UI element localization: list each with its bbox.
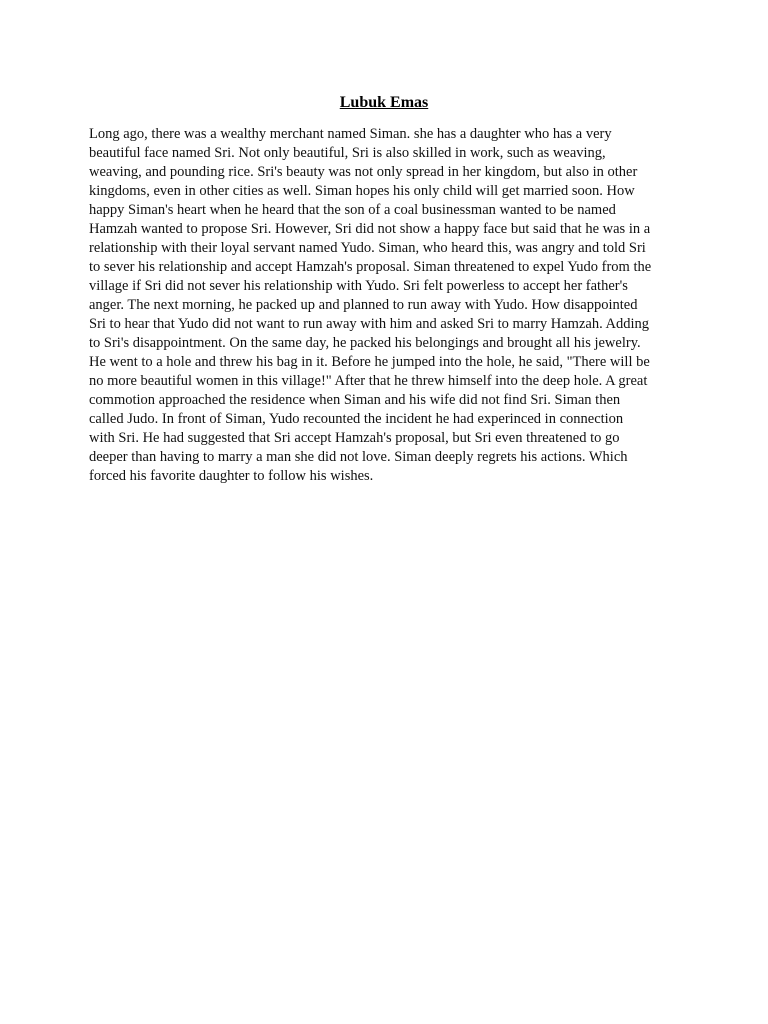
paragraph-line: weaving, and pounding rice. Sri's beauty was not only spread in her kingdom, but also in other (89, 164, 638, 180)
paragraph-line: forced his favorite daughter to follow his wishes. (89, 468, 374, 484)
paragraph-line: happy Siman's heart when he heard that the son of a coal businessman wanted to be named (89, 202, 616, 218)
paragraph-line: beautiful face named Sri. Not only beautiful, Sri is also skilled in work, such as weaving, (89, 145, 606, 161)
paragraph-line: called Judo. In front of Siman, Yudo recounted the incident he had experinced in connection (89, 411, 624, 427)
paragraph-line: deeper than having to marry a man she did not love. Siman deeply regrets his actions. Which (89, 449, 628, 465)
paragraph-line: to Sri's disappointment. On the same day, he packed his belongings and brought all his jewelry. (89, 335, 641, 351)
paragraph-line: anger. The next morning, he packed up and planned to run away with Yudo. How disappointed (89, 297, 638, 313)
paragraph-line: Hamzah wanted to propose Sri. However, Sri did not show a happy face but said that he was in a (89, 221, 651, 237)
paragraph-line: with Sri. He had suggested that Sri accept Hamzah's proposal, but Sri even threatened to go (89, 430, 620, 446)
document-title: Lubuk Emas (339, 94, 429, 111)
paragraph-line: commotion approached the residence when Siman and his wife did not find Sri. Siman then (89, 392, 621, 408)
paragraph-line: relationship with their loyal servant named Yudo. Siman, who heard this, was angry and told Sri (89, 240, 646, 256)
story-paragraph (89, 125, 689, 486)
paragraph-line: Sri to hear that Yudo did not want to run away with him and asked Sri to marry Hamzah. Adding (89, 316, 650, 332)
paragraph-line: Long ago, there was a wealthy merchant named Siman. she has a daughter who has a very (89, 126, 612, 142)
paragraph-line: He went to a hole and threw his bag in it. Before he jumped into the hole, he said, "There will be (89, 354, 650, 370)
paragraph-line: no more beautiful women in this village!" After that he threw himself into the deep hole. A great (89, 373, 648, 389)
paragraph-line: to sever his relationship and accept Hamzah's proposal. Siman threatened to expel Yudo from the (89, 259, 652, 275)
paragraph-line: village if Sri did not sever his relationship with Yudo. Sri felt powerless to accept her father's (89, 278, 628, 294)
paragraph-line: kingdoms, even in other cities as well. Siman hopes his only child will get married soon. How (89, 183, 635, 199)
